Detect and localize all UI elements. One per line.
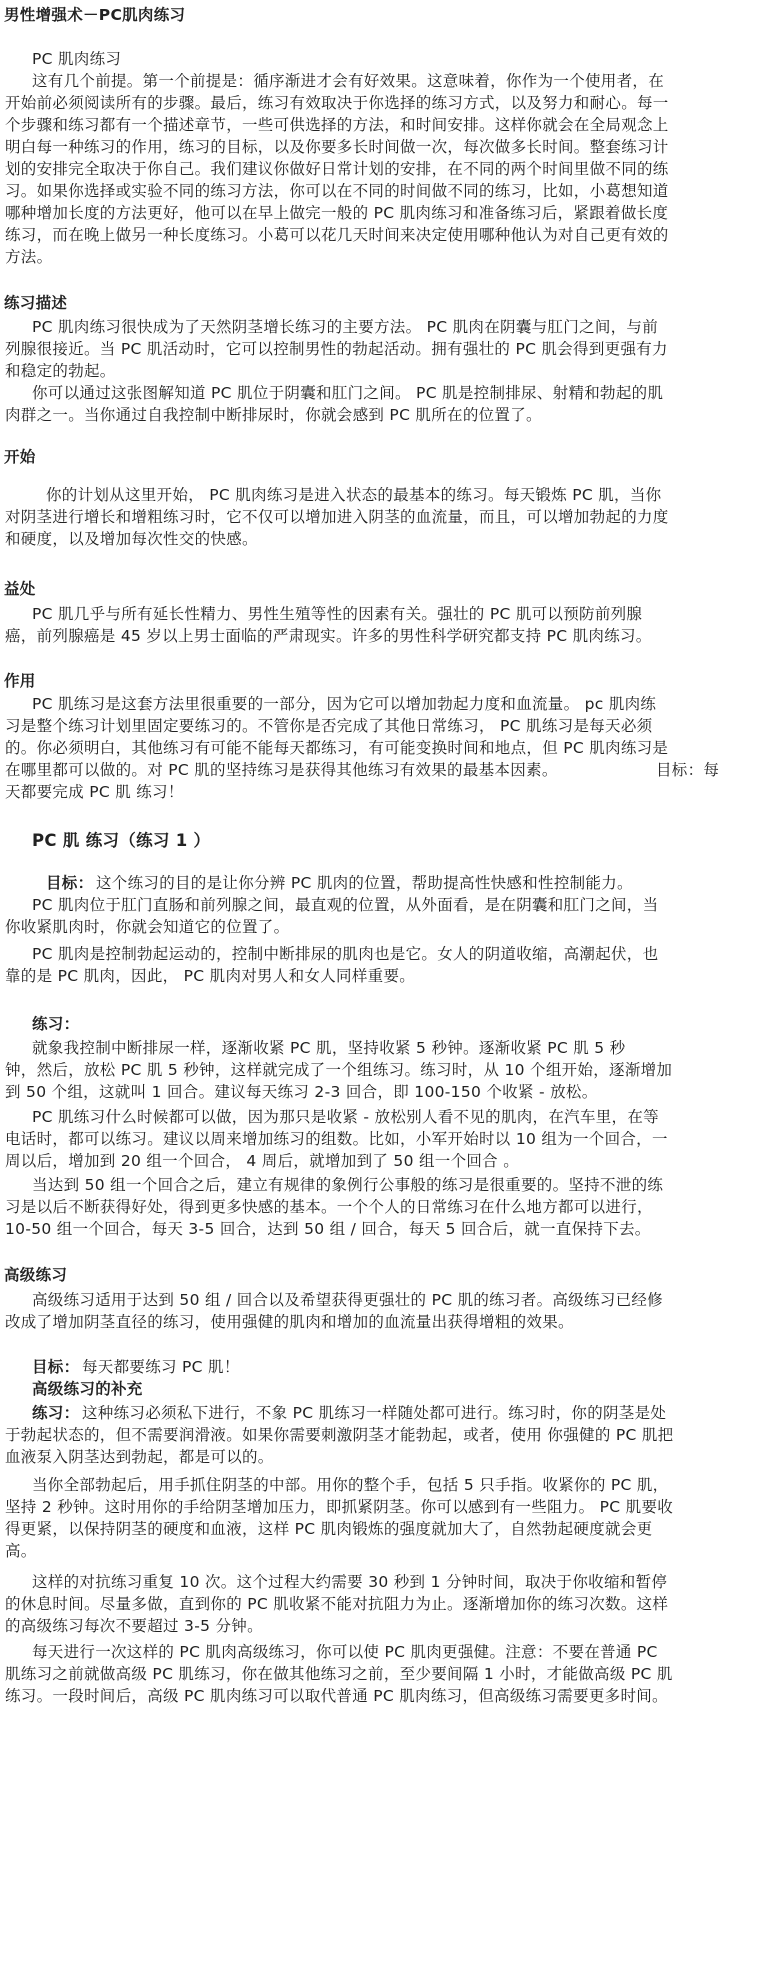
- section-heading-advanced: 高级练习: [4, 1266, 68, 1284]
- intro-line: 哪种增加长度的方法更好，他可以在早上做完一般的 PC 肌肉练习和准备练习后，紧跟着做长度: [5, 204, 669, 222]
- exercise1-practice-line: 当达到 50 组一个回合之后，建立有规律的象例行公事般的练习是很重要的。坚持不泄的练: [32, 1176, 664, 1194]
- intro-line: 习。如果你选择或实验不同的练习方法，你可以在不同的时间做不同的练习，比如，小葛想知道: [5, 182, 669, 200]
- supplement-line: 得更紧，以保持阴茎的硬度和血液，这样 PC 肌肉锻炼的强度就加大了，自然勃起硬度就会更: [5, 1520, 653, 1538]
- supplement-line: 这种练习必须私下进行，不象 PC 肌练习一样随处都可进行。练习时，你的阴茎是处: [82, 1404, 667, 1422]
- intro-line: 方法。: [5, 248, 53, 266]
- function-line: 习是整个练习计划里固定要练习的。不管你是否完成了其他日常练习， PC 肌练习是每天必须: [5, 717, 653, 735]
- function-line: 的。你必须明白，其他练习有可能不能每天都练习，有可能变换时间和地点，但 PC 肌肉练习是: [5, 739, 669, 757]
- benefits-line: PC 肌几乎与所有延长性精力、男性生殖等性的因素有关。强壮的 PC 肌可以预防前列腺: [32, 605, 643, 623]
- intro-line: 明白每一种练习的作用，练习的目标，以及你要多长时间做一次，每次做多长时间。整套练习计: [5, 138, 669, 156]
- supplement-line: 这样的对抗练习重复 10 次。这个过程大约需要 30 秒到 1 分钟时间，取决于你收缩和暂停: [32, 1573, 668, 1591]
- start-line: 对阴茎进行增长和增粗练习时，它不仅可以增加进入阴茎的血流量，而且，可以增加勃起的力度: [5, 508, 669, 526]
- advanced-line: 高级练习适用于达到 50 组 / 回合以及希望获得更强壮的 PC 肌的练习者。高级练习已经修: [32, 1291, 663, 1309]
- exercise1-practice-line: 习是以后不断获得好处，得到更多快感的基本。一个个人的日常练习在什么地方都可以进行，: [5, 1198, 653, 1216]
- function-line: 天都要完成 PC 肌 练习！: [5, 783, 184, 801]
- supplement-line: 的高级练习每次不要超过 3-5 分钟。: [5, 1617, 263, 1635]
- benefits-line: 癌，前列腺癌是 45 岁以上男士面临的严肃现实。许多的男性科学研究都支持 PC 肌肉练习。: [5, 627, 652, 645]
- section-heading-description: 练习描述: [4, 294, 68, 312]
- exercise1-line: 你收紧肌肉时，你就会知道它的位置了。: [5, 918, 290, 936]
- supplement-line: 练习。一段时间后，高级 PC 肌肉练习可以取代普通 PC 肌肉练习，但高级练习需要更多时间。: [5, 1687, 668, 1705]
- description-line: 你可以通过这张图解知道 PC 肌位于阴囊和肛门之间。 PC 肌是控制排尿、射精和勃起的肌: [32, 384, 664, 402]
- exercise1-practice-label: 练习：: [32, 1015, 80, 1033]
- exercise1-practice-line: 就象我控制中断排尿一样，逐渐收紧 PC 肌，坚持收紧 5 秒钟。逐渐收紧 PC 肌 5 秒: [32, 1039, 626, 1057]
- exercise1-line: 靠的是 PC 肌肉，因此， PC 肌肉对男人和女人同样重要。: [5, 967, 416, 985]
- start-line: 和硬度，以及增加每次性交的快感。: [5, 530, 258, 548]
- description-line: 列腺很接近。当 PC 肌活动时，它可以控制男性的勃起活动。拥有强壮的 PC 肌会得到更强有力: [5, 340, 668, 358]
- exercise1-practice-line: 周以后，增加到 20 组一个回合， 4 周后，就增加到了 50 组一个回合 。: [5, 1152, 519, 1170]
- supplement-line: 于勃起状态的，但不需要润滑液。如果你需要刺激阴茎才能勃起，或者，使用 你强健的 PC 肌把: [5, 1426, 674, 1444]
- exercise1-practice-line: 到 50 个组，这就叫 1 回合。建议每天练习 2-3 回合，即 100-150 个收紧 - 放松。: [5, 1083, 598, 1101]
- supplement-line: 肌练习之前就做高级 PC 肌练习，你在做其他练习之前，至少要间隔 1 小时，才能做高级 PC 肌: [5, 1665, 673, 1683]
- exercise1-line: PC 肌肉是控制勃起运动的，控制中断排尿的肌肉也是它。女人的阴道收缩，高潮起伏，也: [32, 945, 659, 963]
- supplement-line: 的休息时间。尽量多做，直到你的 PC 肌收紧不能对抗阻力为止。逐渐增加你的练习次数。这样: [5, 1595, 669, 1613]
- description-line: 肉群之一。当你通过自我控制中断排尿时，你就会感到 PC 肌所在的位置了。: [5, 406, 542, 424]
- section-heading-function: 作用: [4, 672, 36, 690]
- intro-subtitle: PC 肌肉练习: [32, 50, 122, 68]
- intro-line: 个步骤和练习都有一个描述章节，一些可供选择的方法，和时间安排。这样你就会在全局观念上: [5, 116, 669, 134]
- advanced-line: 改成了增加阴茎直径的练习，使用强健的肌肉和增加的血流量出获得增粗的效果。: [5, 1313, 574, 1331]
- exercise1-goal-text: 这个练习的目的是让你分辨 PC 肌肉的位置，帮助提高性快感和性控制能力。: [96, 874, 633, 892]
- function-goal-inline: 目标：每: [656, 761, 720, 779]
- advanced-goal-label: 目标：: [32, 1358, 80, 1376]
- intro-line: 练习，而在晚上做另一种长度练习。小葛可以花几天时间来决定使用哪种他认为对自己更有效的: [5, 226, 669, 244]
- supplement-line: 高。: [5, 1542, 37, 1560]
- exercise1-practice-line: PC 肌练习什么时候都可以做，因为那只是收紧 - 放松别人看不见的肌肉，在汽车里，在等: [32, 1108, 659, 1126]
- supplement-line: 当你全部勃起后，用手抓住阴茎的中部。用你的整个手，包括 5 只手指。收紧你的 PC 肌，: [32, 1476, 669, 1494]
- intro-line: 这有几个前提。第一个前提是：循序渐进才会有好效果。这意味着，你作为一个使用者，在: [32, 72, 665, 90]
- function-line: 在哪里都可以做的。对 PC 肌的坚持练习是获得其他练习有效果的最基本因素。: [5, 761, 558, 779]
- description-line: 和稳定的勃起。: [5, 362, 116, 380]
- advanced-goal-text: 每天都要练习 PC 肌！: [82, 1358, 240, 1376]
- intro-line: 划的安排完全取决于你自己。我们建议你做好日常计划的安排，在不同的两个时间里做不同的练: [5, 160, 669, 178]
- description-line: PC 肌肉练习很快成为了天然阴茎增长练习的主要方法。 PC 肌肉在阴囊与肛门之间，与前: [32, 318, 659, 336]
- document-title: 男性增强术－PC肌肉练习: [4, 6, 186, 24]
- intro-line: 开始前必须阅读所有的步骤。最后，练习有效取决于你选择的练习方式，以及努力和耐心。每一: [5, 94, 669, 112]
- start-line: 你的计划从这里开始， PC 肌肉练习是进入状态的最基本的练习。每天锻炼 PC 肌，当你: [46, 486, 662, 504]
- supplement-line: 血液泵入阴茎达到勃起，都是可以的。: [5, 1448, 274, 1466]
- exercise1-practice-line: 钟，然后，放松 PC 肌 5 秒钟，这样就完成了一个组练习。练习时，从 10 个组开始，逐渐增加: [5, 1061, 673, 1079]
- exercise1-practice-line: 电话时，都可以练习。建议以周来增加练习的组数。比如，小军开始时以 10 组为一个回合，一: [5, 1130, 668, 1148]
- supplement-line: 坚持 2 秒钟。这时用你的手给阴茎增加压力，即抓紧阴茎。你可以感到有一些阻力。 PC 肌要收: [5, 1498, 674, 1516]
- function-line: PC 肌练习是这套方法里很重要的一部分，因为它可以增加勃起力度和血流量。 pc 肌肉练: [32, 695, 657, 713]
- section-heading-benefits: 益处: [4, 580, 36, 598]
- section-heading-supplement: 高级练习的补充: [32, 1380, 143, 1398]
- exercise1-practice-line: 10-50 组一个回合，每天 3-5 回合，达到 50 组 / 回合，每天 5 回合后，就一直保持下去。: [5, 1220, 651, 1238]
- supplement-practice-label: 练习：: [32, 1404, 80, 1422]
- supplement-line: 每天进行一次这样的 PC 肌肉高级练习，你可以使 PC 肌肉更强健。注意：不要在普通 PC: [32, 1643, 658, 1661]
- section-heading-start: 开始: [4, 448, 36, 466]
- section-heading-exercise1: PC 肌 练习（练习 1 ）: [32, 831, 211, 850]
- exercise1-line: PC 肌肉位于肛门直肠和前列腺之间，最直观的位置，从外面看，是在阴囊和肛门之间，当: [32, 896, 659, 914]
- exercise1-goal-label: 目标：: [46, 874, 94, 892]
